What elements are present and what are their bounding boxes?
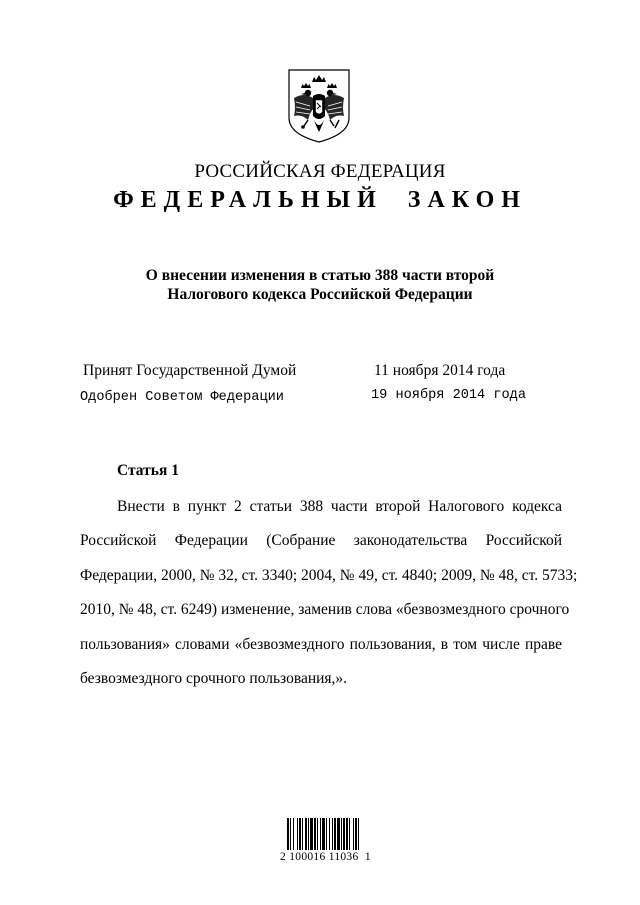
law-title-line-1: О внесении изменения в статью 388 части второй: [145, 267, 495, 284]
barcode-icon: [286, 818, 382, 850]
barcode-bar: [337, 818, 340, 850]
barcode-bar: [353, 818, 354, 850]
barcode-bar: [297, 818, 298, 850]
council-approval-date: 19 ноября 2014 года: [371, 388, 526, 403]
barcode-bar: [287, 818, 289, 850]
barcode-bar: [343, 818, 345, 850]
article-heading: Статья 1: [117, 462, 179, 479]
barcode-bar: [302, 818, 303, 850]
law-title-line-2: Налогового кодекса Российской Федерации: [167, 286, 473, 303]
barcode-bar: [310, 818, 313, 850]
barcode-bar: [290, 818, 291, 850]
barcode-bar: [293, 818, 294, 850]
barcode-bar: [341, 818, 342, 850]
council-approval-label: Одобрен Советом Федерации: [80, 390, 284, 405]
article-text-line: пользования» словами «безвозмездного пользования, в том числе праве: [80, 636, 562, 653]
barcode-bar: [346, 818, 348, 850]
barcode-bar: [334, 818, 336, 850]
barcode-number: 2 100016 11036 1: [280, 851, 371, 863]
barcode-bar: [305, 818, 307, 850]
article-text-line: Внести в пункт 2 статьи 388 части второй Налогового кодекса: [117, 498, 562, 515]
barcode-bar: [308, 818, 309, 850]
barcode-bar: [332, 818, 333, 850]
law-title: [0, 266, 640, 304]
duma-adoption-date: 11 ноября 2014 года: [374, 362, 506, 379]
barcode-bar: [317, 818, 318, 850]
barcode-bar: [358, 818, 359, 850]
barcode-bar: [349, 818, 350, 850]
barcode-bar: [322, 818, 325, 850]
barcode-bar: [314, 818, 316, 850]
barcode-bar: [355, 818, 357, 850]
article-text-line: безвозмездного срочного пользования,».: [80, 670, 348, 687]
article-text-line: 2010, № 48, ст. 6249) изменение, заменив слова «безвозмездного срочного: [80, 601, 570, 618]
country-heading: РОССИЙСКАЯ ФЕДЕРАЦИЯ: [194, 161, 446, 182]
article-text-line: Федерации, 2000, № 32, ст. 3340; 2004, № 49, ст. 4840; 2009, № 48, ст. 5733;: [80, 567, 578, 584]
barcode-bar: [326, 818, 327, 850]
coat-of-arms-icon: [286, 68, 352, 144]
barcode-bar: [320, 818, 321, 850]
article-text-line: Российской Федерации (Собрание законодательства Российской: [80, 532, 562, 549]
barcode-bar: [329, 818, 330, 850]
duma-adoption-label: Принят Государственной Думой: [83, 362, 297, 379]
barcode-bar: [299, 818, 301, 850]
document-type-heading: ФЕДЕРАЛЬНЫЙ ЗАКОН: [113, 187, 527, 213]
